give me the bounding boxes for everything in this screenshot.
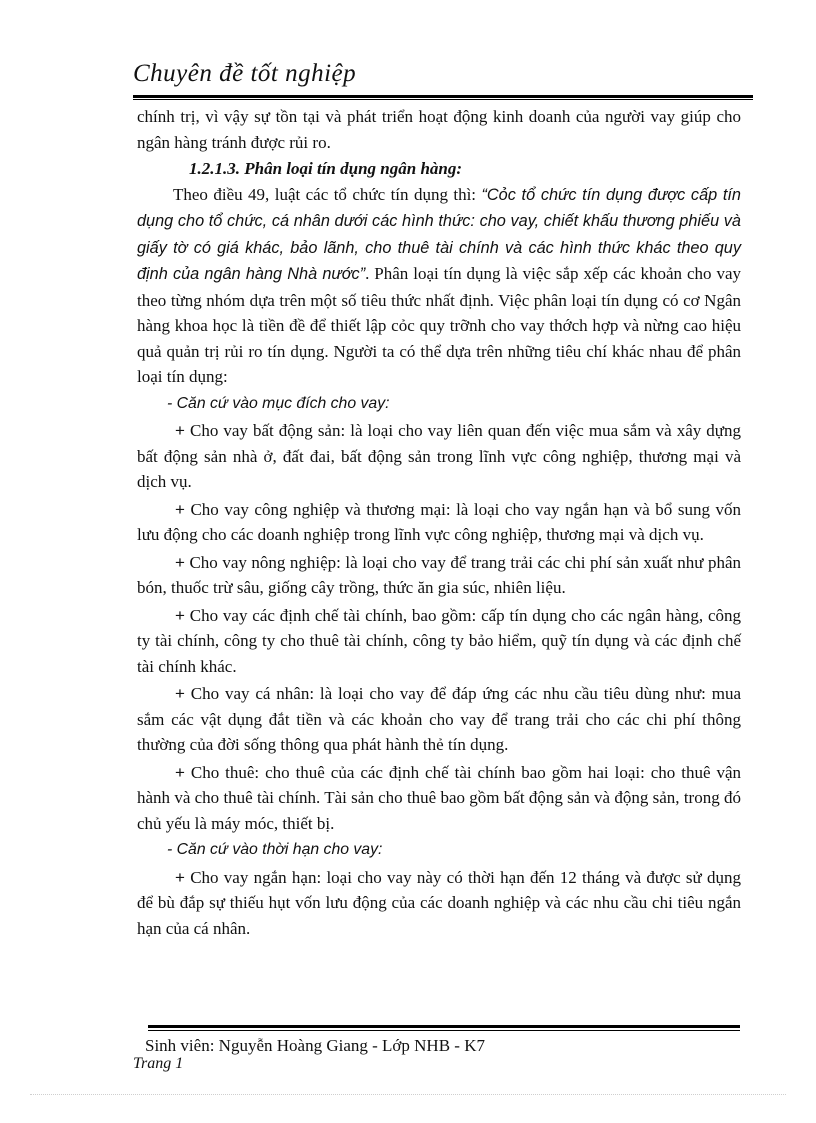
item-leasing: + Cho thuê: cho thuê của các định chế tài chính bao gồm hai loại: cho thuê vận hành và cho thuê tài chính. Tài sản cho thuê bao gồm bất động sản và động sản, trong đó chủ yếu là máy móc, thiết bị. — [137, 762, 741, 833]
plus-marker: + — [175, 421, 185, 440]
page-bottom-dotted-line — [30, 1094, 786, 1095]
law-paragraph — [137, 182, 741, 390]
item-agriculture: + Cho vay nông nghiệp: là loại cho vay để trang trải các chi phí sản xuất như phân bón, thuốc trừ sâu, giống cây trồng, thức ăn gia súc, nhiên liệu. — [137, 552, 741, 597]
law-quote: “Cỏc tổ chức tín dụng được cấp tín dụng cho tổ chức, cá nhân dưới các hình thức: cho vay, chiết khấu thương phiếu và giấy tờ có giá khác, bảo lãnh, cho thuê tài chính và các hình thức khác theo quy định của ngân hàng Nhà nước” — [137, 185, 741, 283]
item-financial: + Cho vay các định chế tài chính, bao gồm: cấp tín dụng cho các ngân hàng, công ty tài chính, công ty cho thuê tài chính, công ty bảo hiểm, quỹ tín dụng và các định chế tài chính khác. — [137, 605, 741, 676]
item-personal: + Cho vay cá nhân: là loại cho vay để đáp ứng các nhu cầu tiêu dùng như: mua sắm các vật dụng đắt tiền và các khoản cho vay để trang trải cho các chi phí thông thường của đời sống thông qua phát hành thẻ tín dụng. — [137, 684, 741, 754]
item-industry: + Cho vay công nghiệp và thương mại: là loại cho vay ngắn hạn và bổ sung vốn lưu động cho các doanh nghiệp trong lĩnh vực công nghiệp, thương mại và dịch vụ. — [137, 499, 741, 544]
header-title: Chuyên đề tốt nghiệp — [133, 60, 357, 87]
plus-marker: + — [175, 867, 185, 887]
plus-marker: + — [175, 684, 185, 703]
plus-marker: + — [175, 499, 185, 519]
criterion-purpose: - Căn cứ vào mục đích cho vay: — [167, 394, 390, 412]
criterion-term: - Căn cứ vào thời hạn cho vay: — [167, 841, 383, 858]
page-number: Trang 1 — [133, 1055, 184, 1072]
section-heading: 1.2.1.3. Phân loại tín dụng ngân hàng: — [189, 159, 463, 178]
footer-student: Sinh viên: Nguyễn Hoàng Giang - Lớp NHB - K7 — [145, 1036, 485, 1055]
intro-paragraph: chính trị, vì vậy sự tồn tại và phát triển hoạt động kinh doanh của người vay giúp cho ngân hàng tránh được rủi ro. — [137, 107, 741, 152]
item-short-term: + Cho vay ngắn hạn: loại cho vay này có thời hạn đến 12 tháng và được sử dụng để bù đắp sự thiếu hụt vốn lưu động của các doanh nghiệp và các nhu cầu chi tiêu ngắn hạn của cá nhân. — [137, 867, 741, 938]
plus-marker: + — [175, 605, 185, 625]
body-text — [137, 104, 741, 941]
header-rule — [133, 95, 753, 100]
plus-marker: + — [175, 762, 185, 782]
item-real-estate: + Cho vay bất động sản: là loại cho vay liên quan đến việc mua sắm và xây dựng bất động sản nhà ở, đất đai, bất động sản trong lĩnh vực công nghiệp, thương mại và dịch vụ. — [137, 421, 741, 491]
law-lead: Theo điều 49, luật các tổ chức tín dụng thì: — [173, 184, 482, 204]
plus-marker: + — [175, 552, 185, 572]
footer-rule — [148, 1025, 740, 1031]
law-rest: . Phân loại tín dụng là việc sắp xếp các khoản cho vay theo từng nhóm dựa trên một số tiêu thức nhất định. Việc phân loại tín dụng có cơ Ngân hàng khoa học là tiền đề để thiết lập cỏc quy trỡnh cho vay thớch hợp và nừng cao hiệu quả quản trị rủi ro tín dụng. Người ta có thể dựa trên những tiêu chí khác nhau để phân loại tín dụng: — [137, 264, 742, 386]
